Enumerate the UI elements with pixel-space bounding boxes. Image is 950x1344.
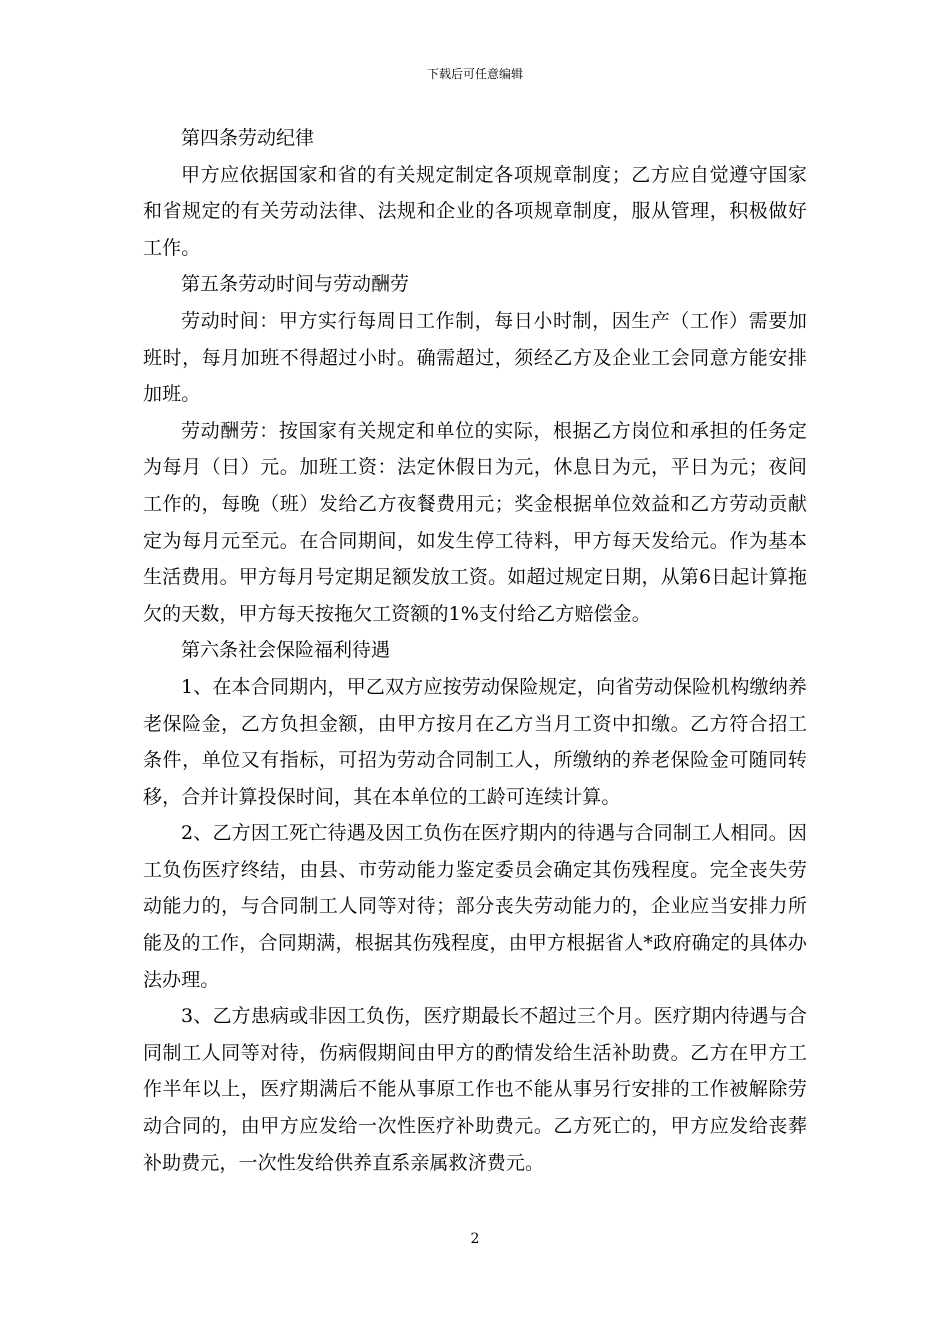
article-4-title: 第四条劳动纪律 bbox=[181, 127, 315, 149]
article-6-paragraph-3: 3、乙方患病或非因工负伤，医疗期最长不超过三个月。医疗期内待遇与合同制工人同等对待，伤病假期间由甲方的酌情发给生活补助费。乙方在甲方工作半年以上，医疗期满后不能从事原工作也不能从事另行安排的工作被解除劳动合同的，由甲方应发给一次性医疗补助费元。乙方死亡的，甲方应发给丧葬补助费元，一次性发给供养直系亲属救济费元。 bbox=[143, 1005, 807, 1174]
article-6-title: 第六条社会保险福利待遇 bbox=[181, 639, 391, 662]
article-6-paragraph-1: 1、在本合同期内，甲乙双方应按劳动保险规定，向省劳动保险机构缴纳养老保险金，乙方负担金额，由甲方按月在乙方当月工资中扣缴。乙方符合招工条件，单位又有指标，可招为劳动合同制工人，所缴纳的养老保险金可随同转移，合并计算投保时间，其在本单位的工龄可连续计算。 bbox=[143, 675, 807, 808]
header-note: 下载后可任意编辑 bbox=[426, 67, 523, 81]
page-number: 2 bbox=[470, 1231, 480, 1247]
article-5-paragraph-1: 劳动时间：甲方实行每周日工作制，每日小时制，因生产（工作）需要加班时，每月加班不得超过小时。确需超过，须经乙方及企业工会同意方能安排加班。 bbox=[143, 309, 807, 406]
article-4-paragraph-1: 甲方应依据国家和省的有关规定制定各项规章制度；乙方应自觉遵守国家和省规定的有关劳动法律、法规和企业的各项规章制度，服从管理，积极做好工作。 bbox=[143, 163, 807, 259]
document-body bbox=[143, 120, 807, 1181]
article-5-title: 第五条劳动时间与劳动酬劳 bbox=[181, 273, 410, 296]
article-5-paragraph-2: 劳动酬劳：按国家有关规定和单位的实际，根据乙方岗位和承担的任务定为每月（日）元。加班工资：法定休假日为元，休息日为元，平日为元；夜间工作的，每晚（班）发给乙方夜餐费用元；奖金根据单位效益和乙方劳动贡献定为每月元至元。在合同期间，如发生停工待料，甲方每天发给元。作为基本生活费用。甲方每月号定期足额发放工资。如超过规定日期，从第6日起计算拖欠的天数，甲方每天按拖欠工资额的1%支付给乙方赔偿金。 bbox=[143, 419, 807, 625]
article-6-paragraph-2: 2、乙方因工死亡待遇及因工负伤在医疗期内的待遇与合同制工人相同。因工负伤医疗终结，由县、市劳动能力鉴定委员会确定其伤残程度。完全丧失劳动能力的，与合同制工人同等对待；部分丧失劳动能力的，企业应当安排力所能及的工作，合同期满，根据其伤残程度，由甲方根据省人*政府确定的具体办法办理。 bbox=[143, 822, 807, 991]
